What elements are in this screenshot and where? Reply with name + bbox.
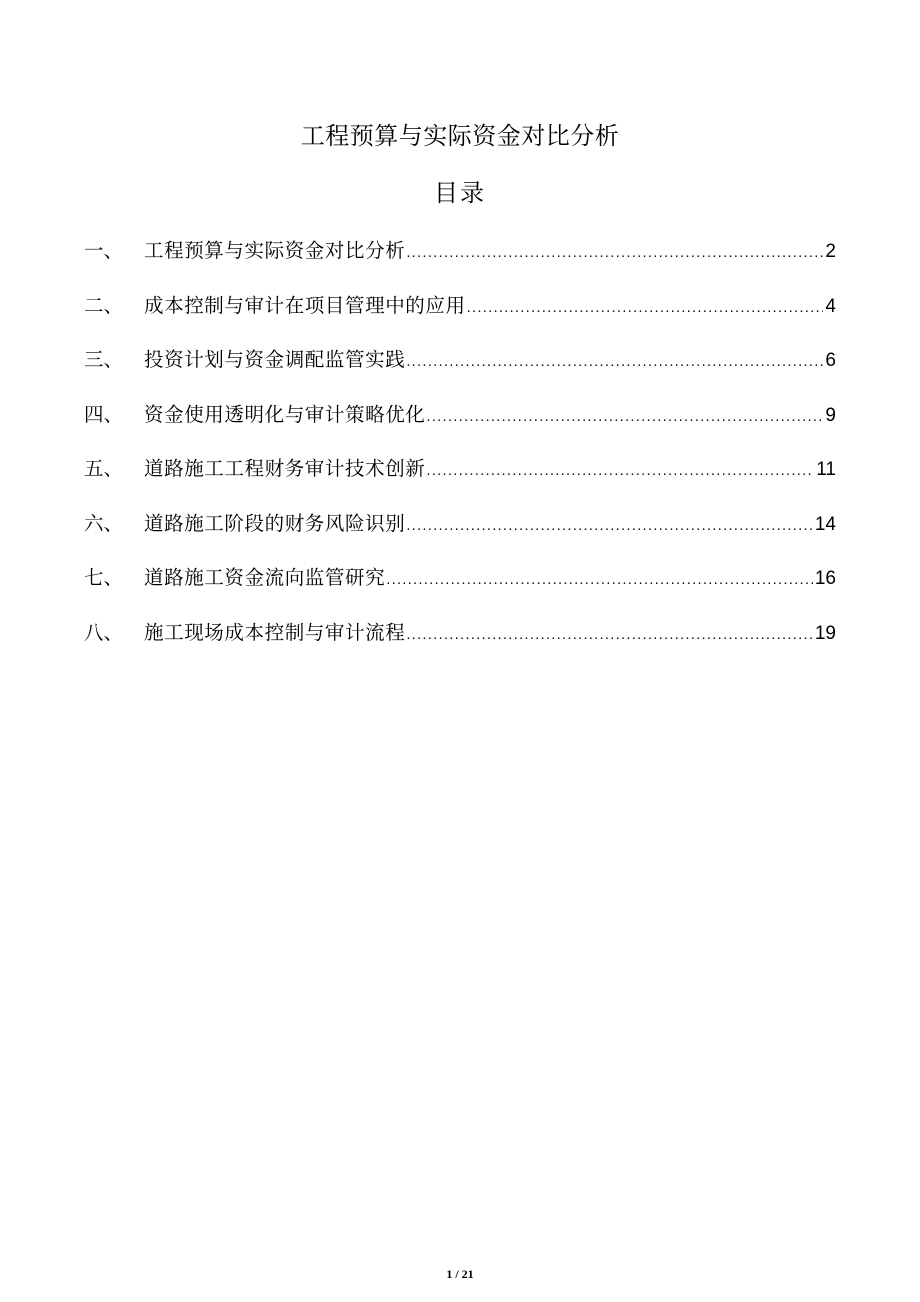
toc-entry-page[interactable]: 2 — [825, 241, 836, 262]
toc-entry-6[interactable] — [84, 509, 836, 564]
toc-entry-3[interactable] — [84, 345, 836, 400]
toc-entry-page[interactable]: 11 — [816, 459, 836, 480]
table-of-contents — [84, 236, 836, 672]
toc-entry-number: 七、 — [84, 567, 124, 589]
toc-entry-page[interactable]: 16 — [814, 568, 836, 589]
toc-entry-5[interactable] — [84, 454, 836, 509]
toc-entry-4[interactable] — [84, 400, 836, 455]
toc-dot-leader — [406, 511, 813, 541]
toc-entry-8[interactable] — [84, 618, 836, 673]
toc-entry-number: 六、 — [84, 512, 124, 535]
toc-dot-leader — [406, 238, 823, 268]
toc-entry-page[interactable]: 9 — [825, 404, 836, 426]
toc-entry-page[interactable]: 4 — [825, 295, 836, 317]
toc-entry-number: 一、 — [84, 240, 124, 262]
page-number-footer: 1 / 21 — [446, 1267, 474, 1281]
toc-dot-leader — [406, 347, 823, 377]
toc-dot-leader — [426, 402, 823, 432]
toc-entry-number: 八、 — [84, 621, 124, 644]
toc-entry-title[interactable]: 施工现场成本控制与审计流程 — [144, 621, 406, 644]
toc-entry-title[interactable]: 道路施工资金流向监管研究 — [144, 567, 386, 589]
toc-entry-7[interactable] — [84, 563, 836, 618]
toc-entry-2[interactable] — [84, 291, 836, 346]
toc-entry-title[interactable]: 道路施工阶段的财务风险识别 — [144, 512, 406, 535]
toc-entry-number: 五、 — [84, 458, 124, 480]
toc-entry-title[interactable]: 工程预算与实际资金对比分析 — [144, 240, 406, 262]
toc-entry-number: 三、 — [84, 349, 124, 371]
toc-heading: 目录 — [434, 180, 486, 207]
toc-entry-title[interactable]: 道路施工工程财务审计技术创新 — [144, 458, 426, 480]
toc-dot-leader — [467, 293, 824, 323]
toc-entry-title[interactable]: 资金使用透明化与审计策略优化 — [144, 403, 426, 426]
toc-entry-1[interactable] — [84, 236, 836, 291]
toc-dot-leader — [426, 456, 814, 486]
toc-dot-leader — [386, 565, 813, 595]
toc-entry-page[interactable]: 19 — [814, 622, 836, 644]
toc-entry-number: 四、 — [84, 403, 124, 426]
toc-dot-leader — [406, 620, 813, 650]
toc-entry-page[interactable]: 14 — [814, 513, 836, 535]
toc-entry-page[interactable]: 6 — [825, 350, 836, 371]
document-title: 工程预算与实际资金对比分析 — [300, 123, 620, 150]
toc-entry-number: 二、 — [84, 294, 124, 317]
toc-entry-title[interactable]: 投资计划与资金调配监管实践 — [144, 349, 406, 371]
toc-entry-title[interactable]: 成本控制与审计在项目管理中的应用 — [144, 294, 466, 317]
